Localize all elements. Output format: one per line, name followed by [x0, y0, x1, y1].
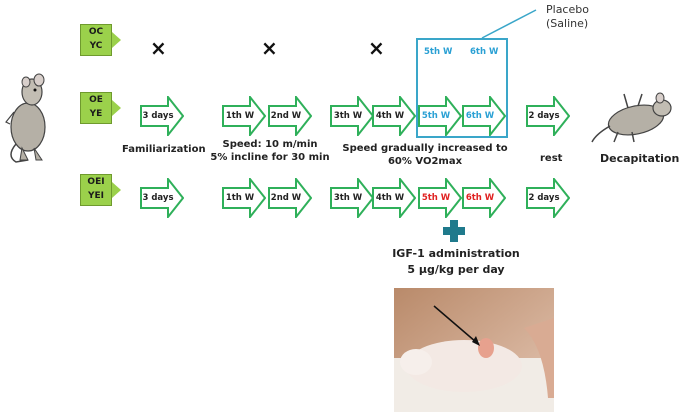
placebo-week-5-label: 5th W: [424, 47, 453, 57]
group-code: OE: [89, 95, 103, 105]
arrow-week-1: [222, 178, 266, 218]
arrow-week-6: [462, 178, 506, 218]
arrow-2-days: [526, 178, 570, 218]
placebo-line-2: (Saline): [546, 17, 589, 30]
arrow-label: 1th W: [225, 111, 255, 121]
arrow-week-4: [372, 96, 416, 136]
caption-gradual-line-1: Speed gradually increased to: [342, 143, 508, 154]
arrow-week-2: [268, 96, 312, 136]
caption-speed: [210, 138, 330, 164]
arrow-label: 5th W: [421, 193, 451, 203]
group-code: YEI: [87, 191, 104, 201]
group-label-pointer: [112, 100, 121, 116]
arrow-3-days: [140, 178, 184, 218]
x-mark-icon: ×: [368, 36, 385, 60]
caption-gradual: [340, 142, 510, 168]
arrow-label: 3th W: [333, 193, 363, 203]
placebo-week-6-label: 6th W: [470, 47, 499, 57]
group-code: YE: [89, 109, 103, 119]
placebo-label: [546, 3, 589, 31]
group-code: OC: [88, 27, 104, 37]
arrow-week-6: [462, 96, 506, 136]
group-label-exercise-igf1: [80, 174, 112, 206]
arrow-week-4: [372, 178, 416, 218]
caption-gradual-line-2: 60% VO2max: [387, 156, 463, 167]
arrow-label: 2nd W: [270, 111, 302, 121]
arrow-3-days: [140, 96, 184, 136]
arrow-label: 2 days: [528, 193, 560, 203]
arrow-label: 2 days: [528, 111, 560, 121]
caption-familiarization: Familiarization: [122, 144, 206, 155]
plus-icon: [442, 219, 466, 243]
caption-igf1-line-2: 5 µg/kg per day: [407, 263, 505, 276]
caption-igf1: [374, 246, 538, 278]
arrow-label: 3th W: [333, 111, 363, 121]
caption-speed-line-1: Speed: 10 m/min: [222, 139, 318, 150]
caption-igf1-line-1: IGF-1 administration: [392, 247, 520, 260]
arrow-label: 2nd W: [270, 193, 302, 203]
group-label-exercise: [80, 92, 112, 124]
caption-speed-line-2: 5% incline for 30 min: [210, 152, 330, 163]
placebo-line-1: Placebo: [546, 3, 589, 16]
arrow-week-2: [268, 178, 312, 218]
arrow-week-3: [330, 96, 374, 136]
arrow-label: 6th W: [465, 193, 495, 203]
caption-rest: rest: [540, 153, 563, 164]
arrow-2-days: [526, 96, 570, 136]
group-code: OEI: [87, 177, 105, 187]
arrow-label: 1th W: [225, 193, 255, 203]
arrow-label: 5th W: [421, 111, 451, 121]
group-label-control: [80, 24, 112, 56]
x-mark-icon: ×: [261, 36, 278, 60]
placebo-pointer-line: [480, 6, 540, 40]
injection-photo: [394, 288, 554, 412]
group-label-pointer: [112, 32, 121, 48]
arrow-label: 6th W: [465, 111, 495, 121]
arrow-week-5: [418, 178, 462, 218]
dead-rat-icon: [588, 86, 674, 146]
arrow-label: 4th W: [375, 193, 405, 203]
arrow-label: 4th W: [375, 111, 405, 121]
arrow-label: 3 days: [142, 193, 174, 203]
group-code: YC: [89, 41, 103, 51]
x-mark-icon: ×: [150, 36, 167, 60]
arrow-week-3: [330, 178, 374, 218]
group-label-pointer: [112, 182, 121, 198]
arrow-week-1: [222, 96, 266, 136]
arrow-week-5: [418, 96, 462, 136]
rat-icon: [2, 72, 52, 164]
arrow-label: 3 days: [142, 111, 174, 121]
caption-decapitation: Decapitation: [600, 152, 680, 165]
